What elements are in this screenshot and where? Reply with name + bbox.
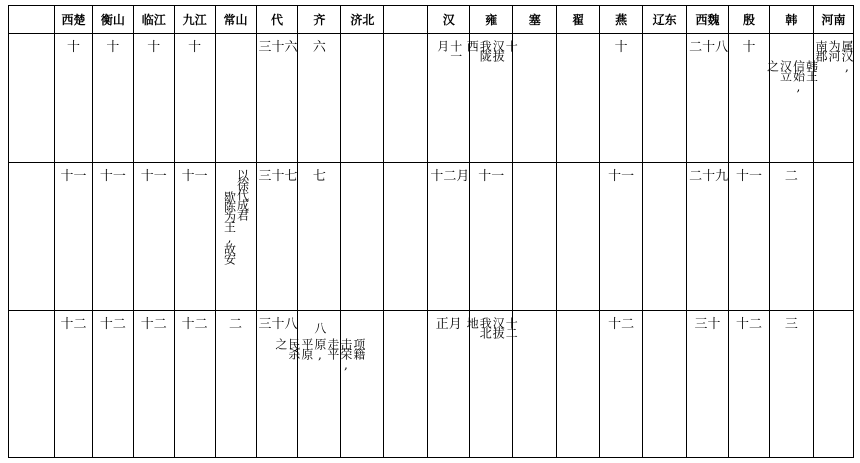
header-qi: 齐 [298, 6, 341, 34]
note-line: 韩王 [804, 60, 819, 80]
table-cell [513, 163, 557, 311]
note-line: 走平 [325, 338, 340, 358]
note-line: 十 [504, 40, 519, 50]
table-cell [729, 34, 770, 163]
table-cell [769, 311, 813, 458]
table-cell [465, 34, 519, 163]
cell-value: 六 [312, 40, 326, 55]
table-cell [465, 311, 519, 458]
cell-value: 二 [229, 317, 243, 332]
cell-value: 三十七 [258, 169, 298, 184]
note-line: 信始, [791, 60, 806, 92]
cell-note [428, 34, 469, 60]
cell-value: 三 [784, 317, 798, 332]
cell-value: 二十九 [689, 169, 729, 184]
table-cell [92, 163, 133, 311]
table-cell [600, 311, 643, 458]
table-cell [643, 163, 687, 311]
note-line: 平原 [299, 338, 314, 358]
cell-value: 十 [742, 40, 756, 55]
header-sai: 塞 [513, 6, 557, 34]
cell-value: 十二月 [430, 169, 470, 184]
header-jibei: 济北 [341, 6, 384, 34]
cell-value: 十 [147, 40, 161, 55]
table-cell [428, 311, 470, 458]
cell-value: 十 [188, 40, 202, 55]
note-line: 原, [312, 338, 327, 360]
note-line: 汉拔 [491, 40, 506, 60]
cell-value: 十二 [60, 317, 87, 332]
table-cell [513, 311, 557, 458]
cell-note [465, 311, 519, 337]
cell-note [273, 336, 366, 370]
table-cell [813, 34, 853, 163]
table-cell [55, 163, 93, 311]
cell-value: 十二 [608, 317, 635, 332]
note-line: 我北 [478, 317, 493, 337]
note-line: 西 [465, 40, 480, 50]
cell-value: 十一 [181, 169, 208, 184]
table-cell [384, 311, 428, 458]
cell-value: 十二 [735, 317, 762, 332]
table-cell [133, 311, 174, 458]
table-row [9, 163, 854, 311]
header-linjiang: 临江 [133, 6, 174, 34]
table-cell [513, 34, 557, 163]
table-cell [600, 34, 643, 163]
table-cell [687, 311, 729, 458]
table-cell [557, 34, 600, 163]
cell-value: 十一 [60, 169, 87, 184]
table-cell [687, 163, 729, 311]
cell-value: 十一 [608, 169, 635, 184]
note-line: 十二 [504, 317, 519, 337]
table-cell [174, 163, 215, 311]
table-cell [765, 34, 819, 163]
table-cell [55, 34, 93, 163]
cell-value: 十 [106, 40, 120, 55]
table-cell [298, 163, 341, 311]
table-cell [298, 34, 341, 163]
table-cell [256, 163, 298, 311]
table-cell [643, 34, 687, 163]
cell-value: 正月 [435, 317, 462, 332]
note-line: 十一 [448, 40, 463, 60]
cell-value: 十一 [478, 169, 505, 184]
note-line: 为河 [826, 40, 841, 60]
table-cell [215, 34, 256, 163]
cell-value: 十一 [735, 169, 762, 184]
cell-value: 十 [66, 40, 80, 55]
note-line: 属汉, [839, 40, 854, 72]
table-cell [256, 34, 298, 163]
table-cell [215, 311, 256, 458]
table-cell [557, 163, 600, 311]
table-cell [9, 34, 55, 163]
header-row [9, 6, 854, 34]
cell-value: 三十六 [258, 40, 298, 55]
cell-value: 十二 [140, 317, 167, 332]
table-cell [428, 163, 470, 311]
header-blank-2 [384, 6, 428, 34]
table-cell [769, 163, 813, 311]
header-changshan: 常山 [215, 6, 256, 34]
table-cell [384, 34, 428, 163]
table-cell [92, 311, 133, 458]
table-row [9, 34, 854, 163]
note-line: 南郡 [813, 40, 828, 60]
table-cell [341, 163, 384, 311]
header-han2: 韩 [769, 6, 813, 34]
table-cell [9, 163, 55, 311]
header-yan: 燕 [600, 6, 643, 34]
cell-value: 三十八 [258, 317, 298, 332]
table-cell [428, 34, 470, 163]
note-line: 击荣, [338, 338, 353, 370]
table-cell [687, 34, 729, 163]
chronology-table [8, 5, 854, 458]
header-xichu: 西楚 [55, 6, 93, 34]
table-cell [341, 34, 384, 163]
cell-value: 十一 [140, 169, 167, 184]
table-cell [338, 311, 384, 458]
table-cell [92, 34, 133, 163]
cell-value: 十二 [181, 317, 208, 332]
table-cell [174, 311, 215, 458]
note-line: 汉拔 [491, 317, 506, 337]
note-line: 之 [765, 60, 780, 70]
header-han: 汉 [428, 6, 470, 34]
note-line: 汉立 [778, 60, 793, 80]
note-line: 地 [465, 317, 480, 327]
table-row [9, 311, 854, 458]
cell-note [765, 34, 819, 92]
header-jiujiang: 九江 [174, 6, 215, 34]
note-line: 民杀 [286, 338, 301, 358]
cell-note [298, 311, 340, 336]
table-cell [643, 311, 687, 458]
table-cell [133, 34, 174, 163]
header-yong: 雍 [470, 6, 513, 34]
table-cell [9, 311, 55, 458]
header-dai: 代 [256, 6, 298, 34]
note-line: 八 [312, 322, 327, 332]
table-cell [813, 163, 853, 311]
note-line: 月 [435, 40, 450, 50]
cell-note [216, 163, 256, 263]
table-cell [729, 163, 770, 311]
header-hengshan: 衡山 [92, 6, 133, 34]
header-di: 翟 [557, 6, 600, 34]
table-cell [215, 163, 256, 311]
cell-value: 二十八 [689, 40, 729, 55]
table-cell [600, 163, 643, 311]
table-cell [174, 34, 215, 163]
header-xiwei: 西魏 [687, 6, 729, 34]
cell-value: 七 [312, 169, 326, 184]
note-line: 以徐代成君 [235, 169, 250, 219]
table-cell [384, 163, 428, 311]
cell-value: 二 [784, 169, 798, 184]
table-cell [813, 311, 853, 458]
header-blank [9, 6, 55, 34]
table-cell [55, 311, 93, 458]
cell-value: 十 [614, 40, 628, 55]
table-cell [729, 311, 770, 458]
table-cell [256, 311, 301, 458]
note-line: 项籍 [351, 338, 366, 358]
table-cell [557, 311, 600, 458]
note-line: 歇陈为王,故安 [222, 191, 237, 263]
note-line: 之 [273, 338, 288, 348]
header-liaodong: 辽东 [643, 6, 687, 34]
header-yin: 殷 [729, 6, 770, 34]
header-henan: 河南 [813, 6, 853, 34]
cell-value: 三十 [694, 317, 721, 332]
cell-note [465, 34, 519, 60]
table-cell [470, 163, 513, 311]
cell-value: 十二 [99, 317, 126, 332]
cell-note [814, 34, 853, 72]
table-cell [133, 163, 174, 311]
note-line: 我陇 [478, 40, 493, 60]
cell-value: 十一 [99, 169, 126, 184]
